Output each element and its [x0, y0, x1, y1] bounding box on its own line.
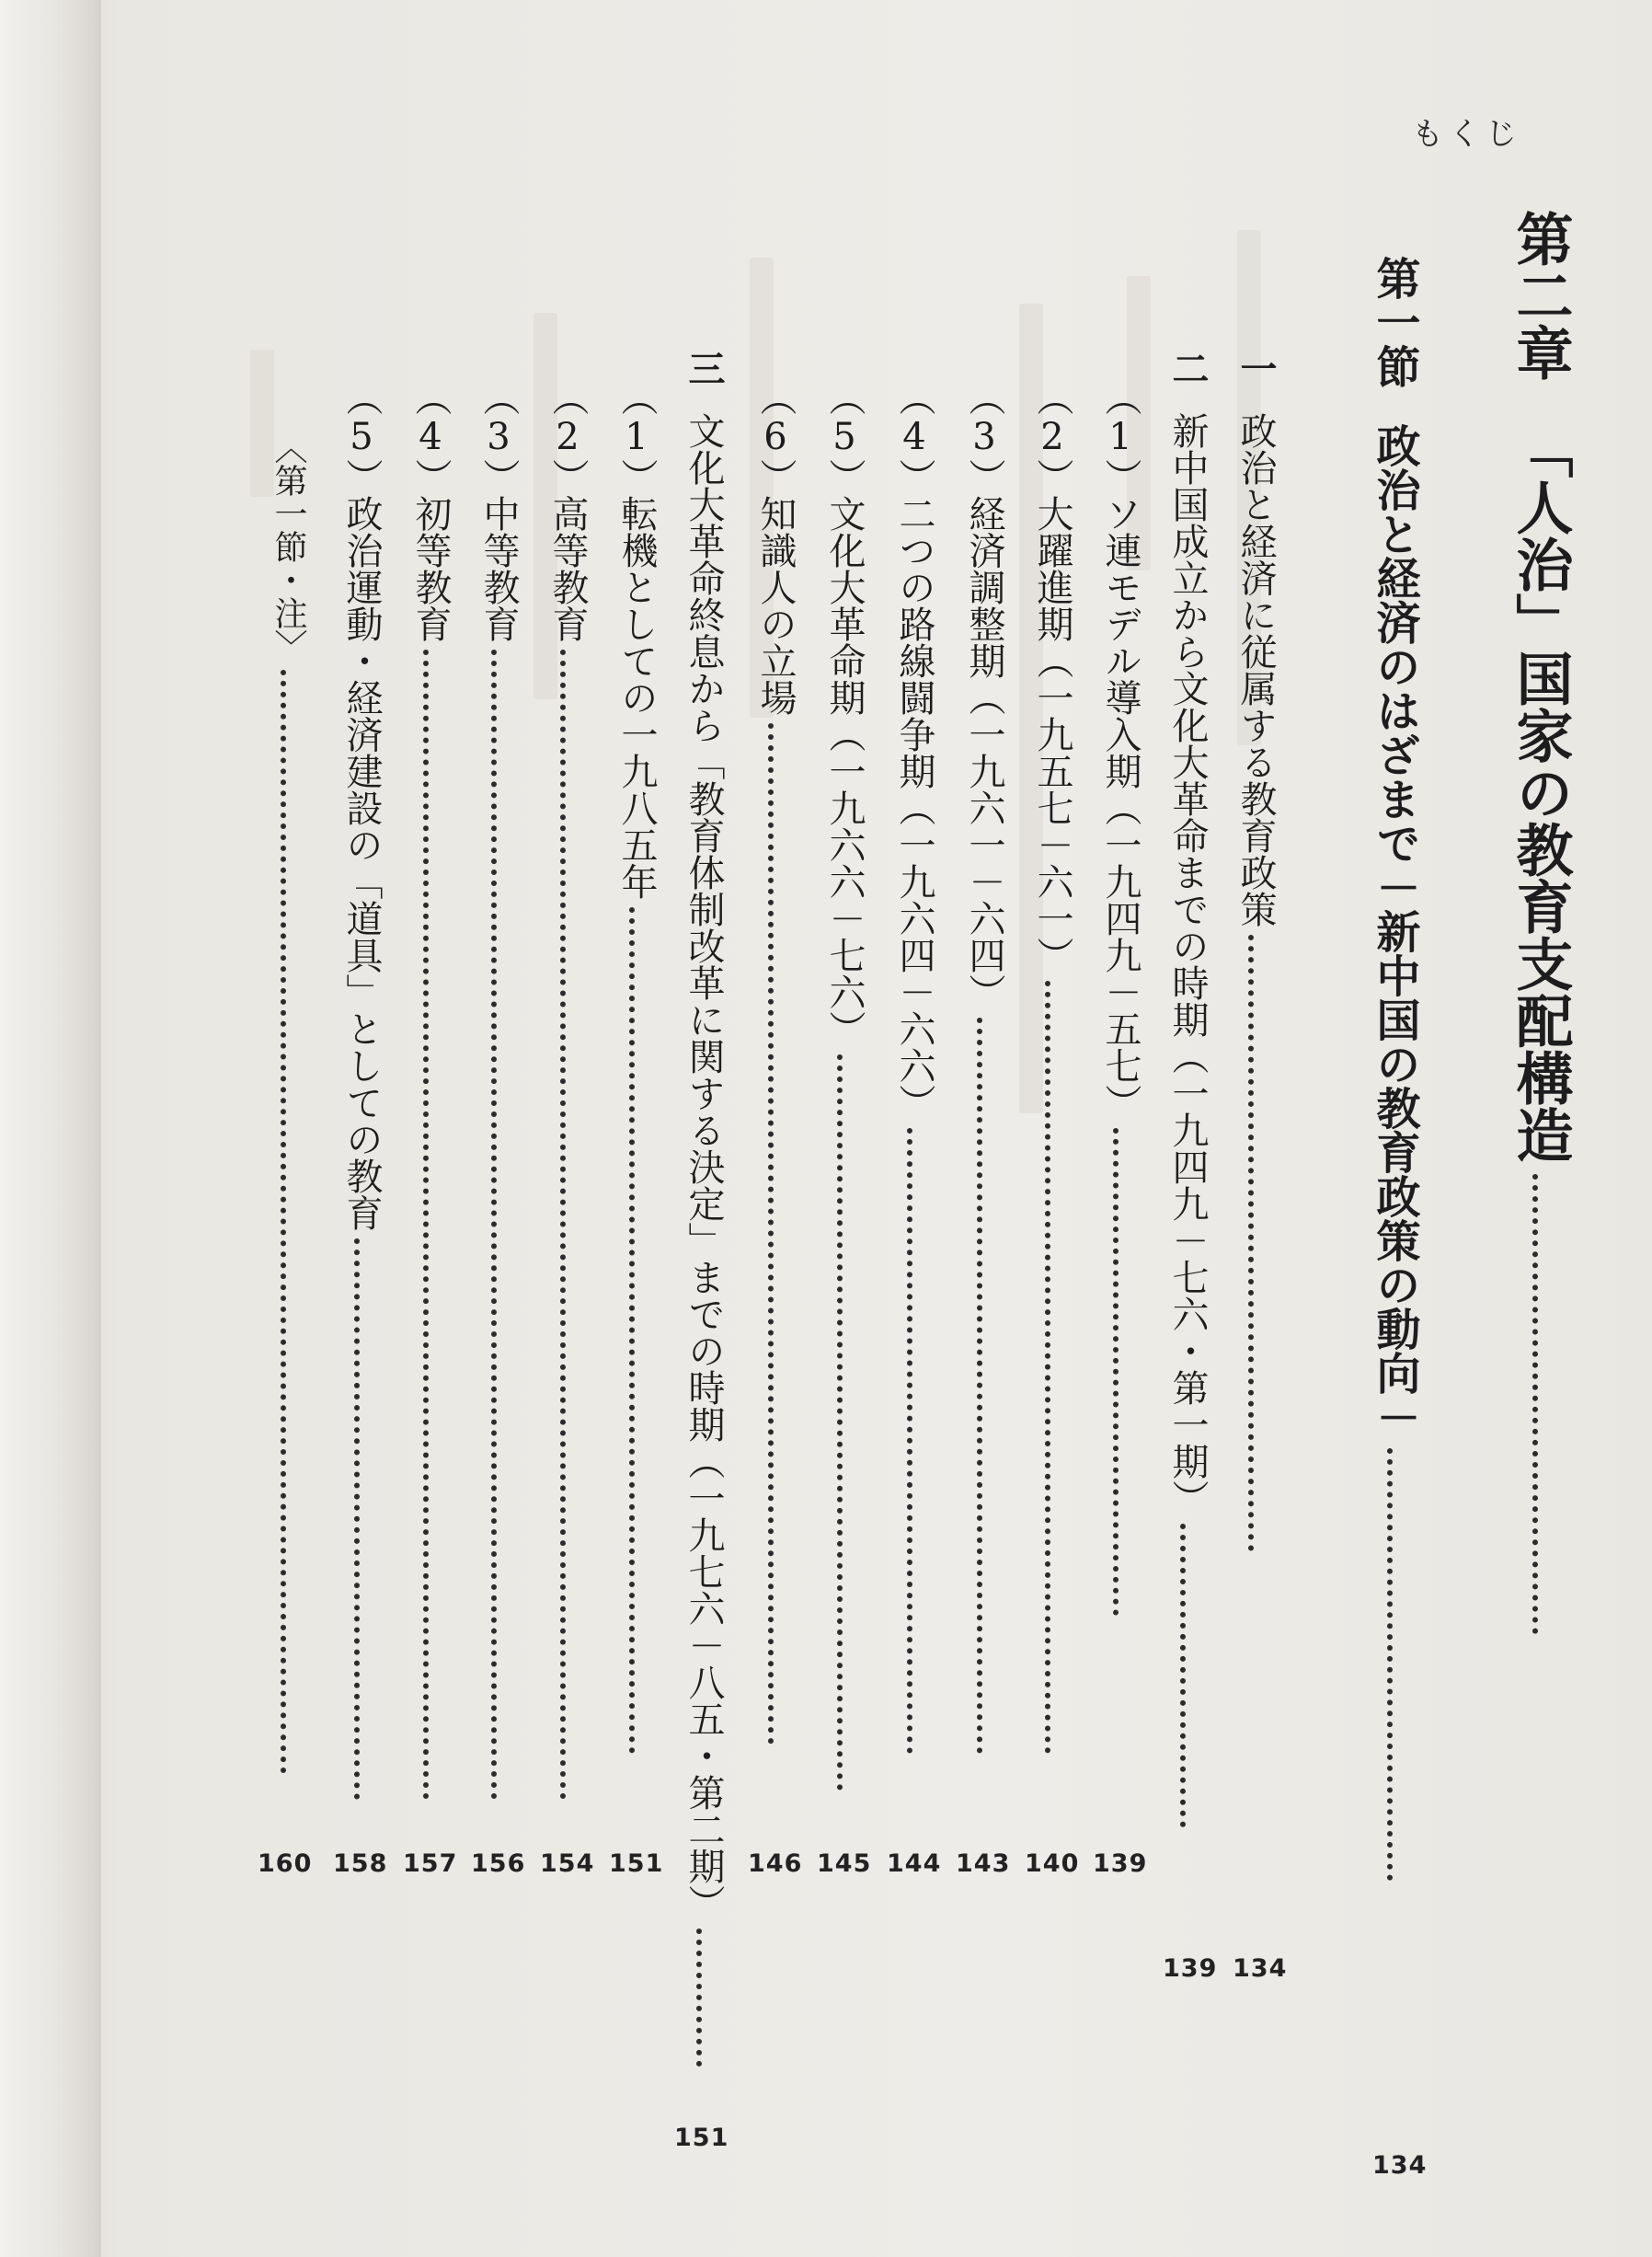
leader-dots: [1248, 935, 1254, 1551]
leader-dots: [560, 650, 566, 1800]
toc-subentry[interactable]: [405, 379, 457, 2257]
entry-marker: （5）: [823, 379, 866, 495]
toc-entry[interactable]: [678, 350, 730, 2257]
leader-dots: [1180, 1524, 1186, 1827]
leader-dots: [1045, 981, 1050, 1754]
page-number: 158: [333, 1849, 388, 1878]
leader-dots: [696, 1929, 702, 2067]
page-number: 151: [609, 1849, 664, 1878]
section-title: 政治と経済のはざまで－新中国の教育政策の動向－: [1369, 423, 1420, 1439]
page-number: 134: [1233, 1954, 1288, 1983]
entry-title: 初等教育: [409, 495, 452, 642]
entry-marker: 三: [683, 350, 726, 386]
leader-dots: [423, 650, 429, 1800]
section-number: 第一節: [1369, 256, 1420, 388]
entry-title: 政治運動・経済建設の「道具」としての教育: [340, 495, 383, 1231]
chapter-number: 第二章: [1507, 210, 1574, 381]
entry-marker: （1）: [1099, 379, 1141, 495]
page-number: 151: [674, 2124, 729, 2152]
leader-dots: [768, 723, 774, 1745]
leader-dots: [629, 907, 635, 1754]
page-number: 160: [258, 1849, 313, 1878]
page-number: 154: [540, 1849, 595, 1878]
page-number: 146: [748, 1849, 803, 1878]
entry-title: 新中国成立から文化大革命までの時期（一九四九－七六・第一期）: [1166, 412, 1209, 1516]
toc-subentry[interactable]: [958, 379, 1011, 2257]
toc-subentry[interactable]: [819, 379, 871, 2257]
leader-dots: [977, 1018, 982, 1754]
page-number: 157: [403, 1849, 458, 1878]
book-gutter: [0, 0, 101, 2257]
entry-marker: （2）: [1031, 379, 1073, 495]
leader-dots: [491, 650, 497, 1800]
page-number: 145: [817, 1849, 872, 1878]
entry-title: ソ連モデル導入期（一九四九－五七）: [1099, 495, 1141, 1121]
entry-marker: 二: [1166, 350, 1210, 386]
entry-marker: （4）: [409, 379, 452, 495]
leader-dots: [281, 670, 286, 1774]
running-header: もくじ: [1412, 116, 1522, 153]
toc-subentry[interactable]: [1095, 379, 1147, 2257]
page-number: 139: [1093, 1849, 1148, 1878]
leader-dots: [1113, 1128, 1119, 1616]
page-number: 156: [471, 1849, 526, 1878]
leader-dots: [1532, 1174, 1538, 1634]
page-number: 143: [956, 1849, 1011, 1878]
entry-title: 高等教育: [546, 495, 589, 642]
toc-subentry[interactable]: [611, 379, 663, 2257]
entry-marker: 一: [1234, 350, 1278, 386]
entry-title: 経済調整期（一九六一－六四）: [963, 495, 1005, 1010]
toc-section-heading[interactable]: [1363, 256, 1427, 2257]
entry-marker: （1）: [615, 379, 658, 495]
entry-title: 二つの路線闘争期（一九六四－六六）: [893, 495, 935, 1121]
page-number: 139: [1163, 1954, 1218, 1983]
entry-marker: （3）: [477, 379, 520, 495]
entry-title: 〈第一節・注〉: [270, 431, 307, 662]
leader-dots: [1387, 1448, 1393, 1881]
entry-marker: （3）: [963, 379, 1005, 495]
entry-marker: （4）: [893, 379, 935, 495]
entry-title: 政治と経済に従属する教育政策: [1234, 412, 1277, 927]
entry-title: 文化大革命終息から「教育体制改革に関する決定」までの時期（一九七六－八五・第二期）: [683, 412, 725, 1921]
page-number: 140: [1025, 1849, 1080, 1878]
leader-dots: [907, 1128, 912, 1754]
toc-subentry[interactable]: [750, 379, 802, 2257]
toc-subentry[interactable]: [889, 379, 941, 2257]
entry-marker: （5）: [340, 379, 383, 495]
toc-subentry[interactable]: [1027, 379, 1079, 2257]
chapter-title: 「人治」国家の教育支配構造: [1507, 421, 1574, 1163]
leader-dots: [837, 1054, 843, 1791]
entry-title: 転機としての一九八五年: [615, 495, 658, 900]
entry-title: 知識人の立場: [754, 495, 797, 716]
entry-title: 大躍進期（一九五七－六一）: [1031, 495, 1073, 973]
page-number: 144: [887, 1849, 942, 1878]
page-number: 134: [1372, 2151, 1428, 2180]
entry-title: 文化大革命期（一九六六－七六）: [823, 495, 866, 1047]
entry-marker: （6）: [754, 379, 797, 495]
toc-subentry[interactable]: [336, 379, 388, 2257]
entry-title: 中等教育: [477, 495, 520, 642]
toc-note-entry[interactable]: [265, 431, 312, 2257]
toc-subentry[interactable]: [542, 379, 594, 2257]
entry-marker: （2）: [546, 379, 589, 495]
toc-subentry[interactable]: [473, 379, 525, 2257]
leader-dots: [354, 1238, 360, 1800]
toc-chapter-heading[interactable]: [1499, 210, 1581, 2257]
